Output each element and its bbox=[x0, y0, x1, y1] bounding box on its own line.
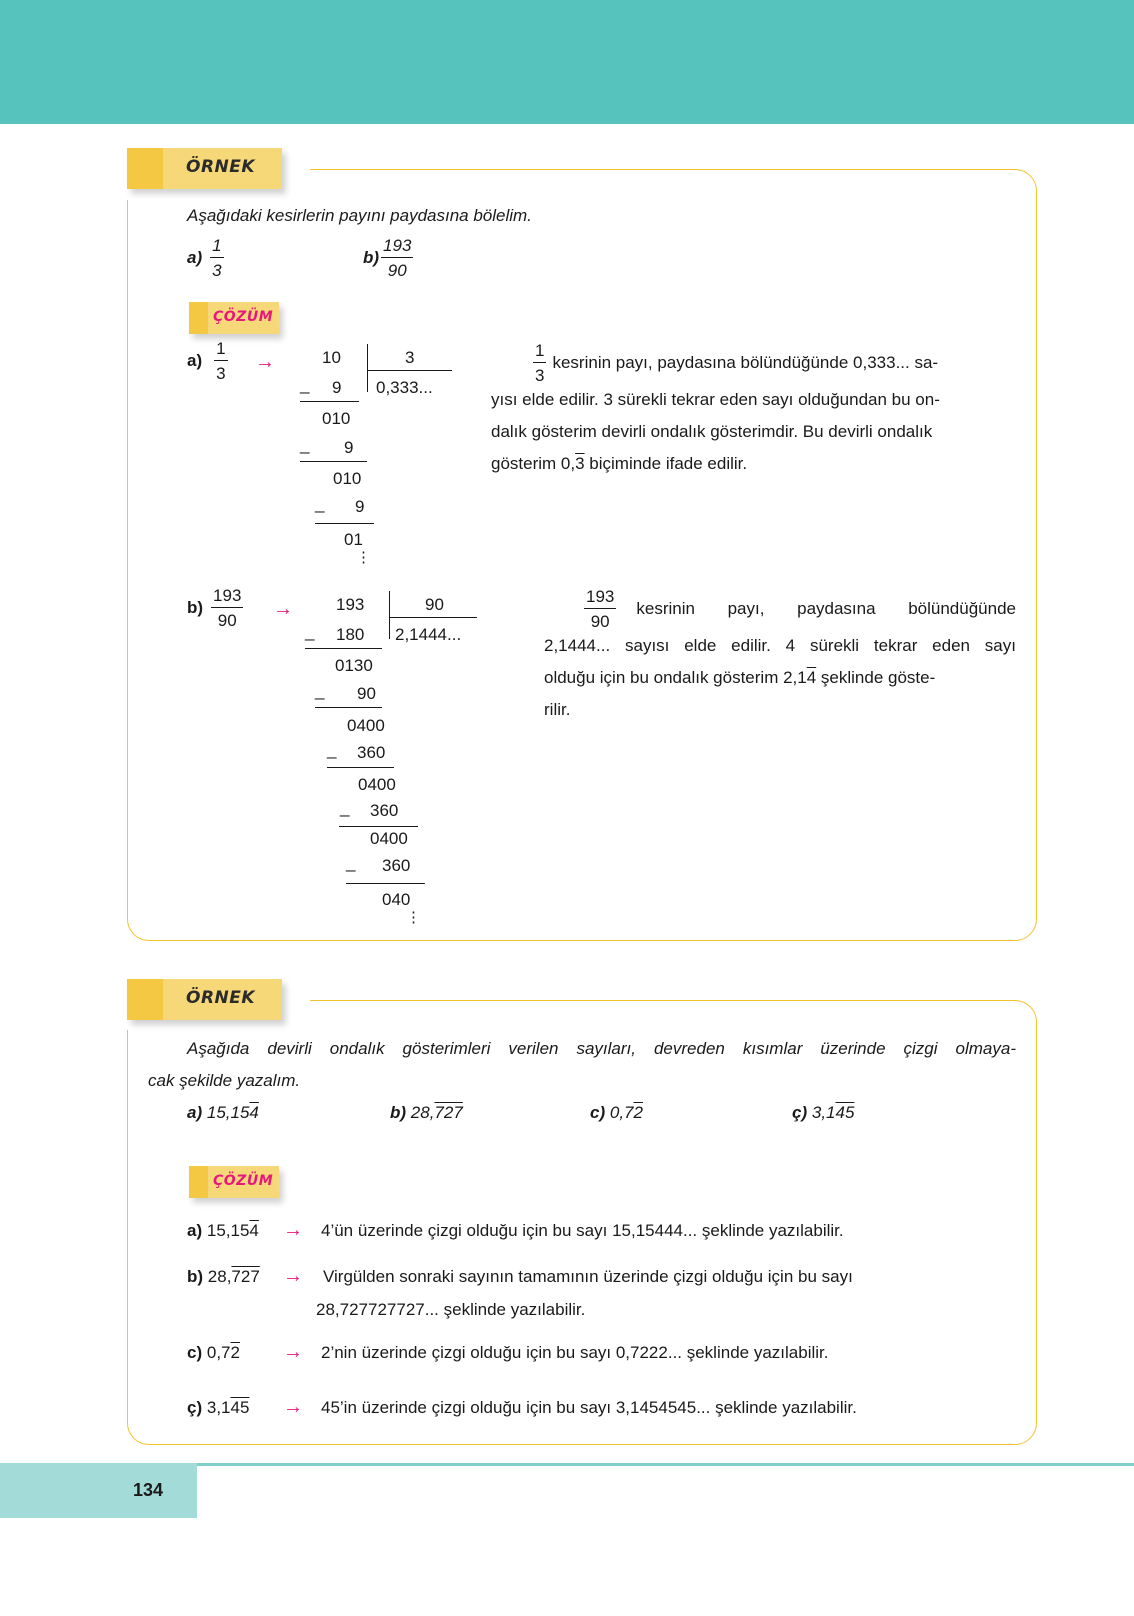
example2-solution-a: a) 15,154 bbox=[187, 1221, 259, 1240]
arrow-icon: → bbox=[273, 598, 293, 620]
page-number-box bbox=[0, 1463, 197, 1518]
solution-c-text: 2’nin üzerinde çizgi olduğu için bu sayı 0,7222... şeklinde yazılabilir. bbox=[321, 1343, 829, 1362]
example1-item-b: b) $\frac{193}{90}$ bbox=[363, 236, 412, 280]
example2-item-c: c) 0,72 bbox=[590, 1103, 643, 1122]
example2-instruction: Aşağıda devirli ondalık gösterimleri verilen sayıları, devreden kısımlar üzerinde çizgi olmaya- cak şekilde yazalım. bbox=[148, 1039, 1016, 1090]
example1-card bbox=[127, 169, 1037, 941]
example2-item-a: a) 15,154 bbox=[187, 1103, 259, 1122]
example1-item-a: a) $\frac{1}{3}$ bbox=[187, 236, 222, 280]
example2-solution-tab bbox=[189, 1166, 279, 1198]
solution-tab-label: ÇÖZÜM bbox=[213, 1173, 274, 1189]
example2-solution-cc: ç) 3,145 bbox=[187, 1398, 250, 1417]
example1-tab bbox=[127, 148, 282, 189]
solution-tab-label: ÇÖZÜM bbox=[213, 309, 274, 325]
arrow-icon: → bbox=[255, 351, 275, 373]
example2-solution-c: c) 0,72 bbox=[187, 1343, 240, 1362]
example2-tab-label: ÖRNEK bbox=[186, 988, 256, 1008]
example2-tab bbox=[127, 979, 282, 1020]
example1-solution-tab bbox=[189, 302, 279, 334]
arrow-icon: → bbox=[283, 1265, 303, 1287]
solution-a-text: 4’ün üzerinde çizgi olduğu için bu sayı 15,15444... şeklinde yazılabilir. bbox=[321, 1221, 844, 1240]
page-number: 134 bbox=[133, 1480, 164, 1500]
example2-solution-b: b) 28,727 bbox=[187, 1267, 260, 1286]
solution-b-fraction: b) $\frac{193}{90}$ bbox=[187, 586, 242, 630]
solution-b-explanation: $\frac{193}{90}$ kesrinin payı, paydasına bölündüğünde 2,1444... sayısı elde edilir. 4 sürekli tekrar eden sayı olduğu için bu ondalık gösterim 2,14 şeklinde göste- rilir. bbox=[544, 587, 1016, 719]
footer-line bbox=[197, 1463, 1134, 1466]
solution-cc-text: 45’in üzerinde çizgi olduğu için bu sayı 3,1454545... şeklinde yazılabilir. bbox=[321, 1398, 857, 1417]
example2-item-b: b) 28,727 bbox=[390, 1103, 463, 1122]
arrow-icon: → bbox=[283, 1396, 303, 1418]
arrow-icon: → bbox=[283, 1341, 303, 1363]
solution-a-explanation: $\frac{1}{3}$ kesrinin payı, paydasına bölündüğünde 0,333... sa- yısı elde edilir. 3 sürekli tekrar eden sayı olduğundan bu on- dalık gösterim devirli ondalık gösterimdir. Bu devirli ondalık gösterim 0,3 biçiminde ifade edilir. bbox=[491, 341, 940, 473]
solution-b-text: Virgülden sonraki sayının tamamının üzerinde çizgi olduğu için bu sayı bbox=[323, 1267, 853, 1286]
example2-item-cc: ç) 3,145 bbox=[792, 1103, 855, 1122]
solution-b-text2: 28,727727727... şeklinde yazılabilir. bbox=[316, 1300, 586, 1319]
arrow-icon: → bbox=[283, 1219, 303, 1241]
example1-tab-label: ÖRNEK bbox=[186, 157, 256, 177]
example1-instruction: Aşağıdaki kesirlerin payını paydasına bölelim. bbox=[187, 206, 532, 225]
header-band bbox=[0, 0, 1134, 124]
solution-a-fraction: a) $\frac{1}{3}$ bbox=[187, 339, 226, 383]
